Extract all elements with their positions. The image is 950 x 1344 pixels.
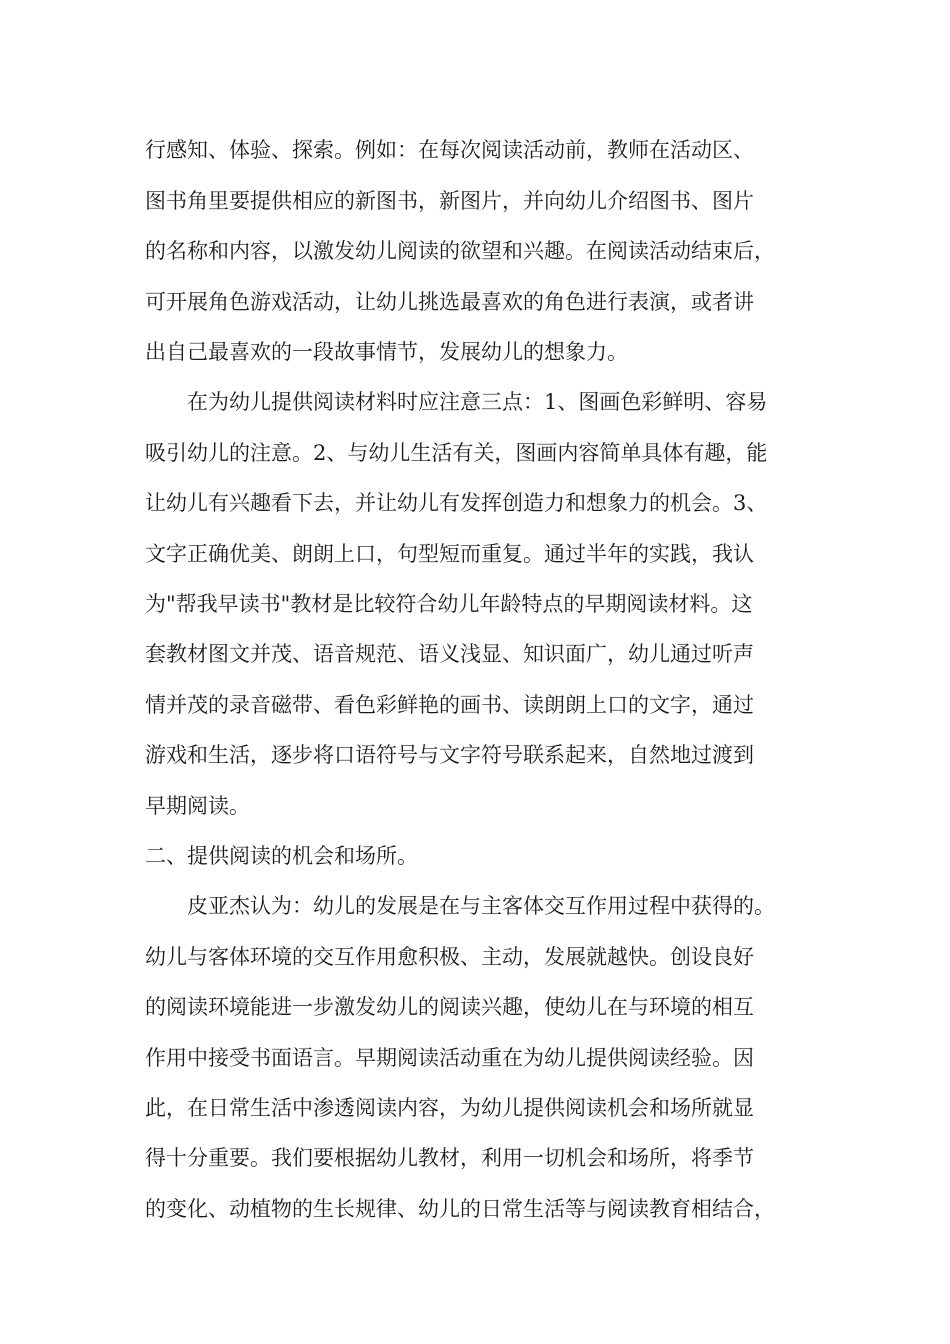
text-line-1: 行感知、体验、探索。例如：在每次阅读活动前，教师在活动区、 [145,138,754,162]
text-line-4: 可开展角色游戏活动，让幼儿挑选最喜欢的角色进行表演，或者讲 [145,290,754,314]
text-line-12: 情并茂的录音磁带、看色彩鲜艳的画书、读朗朗上口的文字，通过 [145,693,754,717]
text-line-2: 图书角里要提供相应的新图书，新图片，并向幼儿介绍图书、图片 [145,189,754,213]
text-line-17: 幼儿与客体环境的交互作用愈积极、主动，发展就越快。创设良好 [145,945,754,969]
text-line-19: 作用中接受书面语言。早期阅读活动重在为幼儿提供阅读经验。因 [145,1046,754,1070]
text-line-20: 此，在日常生活中渗透阅读内容，为幼儿提供阅读机会和场所就显 [145,1096,754,1120]
text-line-22: 的变化、动植物的生长规律、幼儿的日常生活等与阅读教育相结合， [145,1197,775,1221]
text-line-13: 游戏和生活，逐步将口语符号与文字符号联系起来，自然地过渡到 [145,743,754,767]
text-line-7: 吸引幼儿的注意。2、与幼儿生活有关，图画内容简单具体有趣，能 [145,441,768,465]
text-line-18: 的阅读环境能进一步激发幼儿的阅读兴趣，使幼儿在与环境的相互 [145,995,754,1019]
text-line-16: 皮亚杰认为：幼儿的发展是在与主客体交互作用过程中获得的。 [187,894,775,918]
text-line-14: 早期阅读。 [145,794,250,818]
section-heading: 二、提供阅读的机会和场所。 [145,844,418,868]
text-line-11: 套教材图文并茂、语音规范、语义浅显、知识面广，幼儿通过听声 [145,642,754,666]
text-line-21: 得十分重要。我们要根据幼儿教材，利用一切机会和场所，将季节 [145,1146,754,1170]
text-line-5: 出自己最喜欢的一段故事情节，发展幼儿的想象力。 [145,340,628,364]
text-line-10: 为"帮我早读书"教材是比较符合幼儿年龄特点的早期阅读材料。这 [145,592,753,616]
text-line-8: 让幼儿有兴趣看下去，并让幼儿有发挥创造力和想象力的机会。3、 [145,491,768,515]
text-line-3: 的名称和内容，以激发幼儿阅读的欲望和兴趣。在阅读活动结束后， [145,239,775,263]
text-line-6: 在为幼儿提供阅读材料时应注意三点：1、图画色彩鲜明、容易 [187,390,768,414]
text-line-9: 文字正确优美、朗朗上口，句型短而重复。通过半年的实践，我认 [145,542,754,566]
